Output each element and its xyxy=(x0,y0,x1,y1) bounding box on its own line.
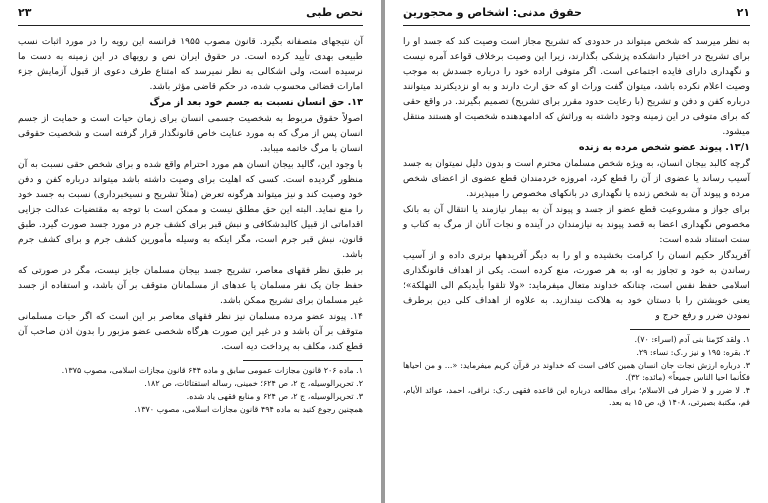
section-heading: ۱۳/۱. پیوند عضو شخص مرده به زنده xyxy=(578,142,750,153)
footnote: همچنین رجوع کنید به ماده ۴۹۴ قانون مجازات اسلامی، مصوب ۱۳۷۰. xyxy=(134,405,363,414)
header-rule xyxy=(403,25,750,26)
footnote: ۲. بقره: ۱۹۵ و نیز ر.ک: نساء: ۲۹. xyxy=(636,348,750,357)
paragraph: اصولاً حقوق مربوط به شخصیت جسمی انسان برای زمان حیات است و حمایت از جسم انسان پس از مرگ که به مورد عنایت خاص قانونگذار قرار گرفته است و شخصیت حقوقی انسان با مرگ خاتمه میبابد. xyxy=(18,113,363,154)
right-running-title: حقوق مدنی: اشخاص و محجورین xyxy=(403,6,582,19)
paragraph: آفریدگار حکیم انسان را کرامت بخشیده و او را به دیگر آفریدهها برتری داده و از آسیب رساندن به خود و تجاوز به او، به هر صورت، منع کرده است. یکی از اهداف قانونگذاری اسلامی حفظ نفس است، چنانکه خداوند متعال میفرماید: «ولا تلقوا بأیدیکم الی التهلکة»؛ یعنی خویشتن را با دستان خود به هلاکت نیندازید. به علاوه از اهداف کلی دین برطرف نمودن ضرر و رفع حرج و xyxy=(403,250,750,321)
right-page-number: ۲۱ xyxy=(736,6,750,19)
right-page-body xyxy=(403,34,750,410)
footnote: ۳. تحریرالوسیله، ج ۲، ص ۶۲۴ و منابع فقهی یاد شده. xyxy=(186,392,363,401)
right-page xyxy=(385,0,768,503)
paragraph: به نظر میرسد که شخص میتواند در حدودی که تشریح مجاز است وصیت کند که جسد او را برای تشریح در اختیار دانشکده پزشکی بگذارند، زیرا این وصیت برخلاف قواعد آمره نیست و نگهداری دارای فایده اجتماعی است. اگر متوفی اراده خود را درباره جسدش به موجب وصیت اعلام نکرده باشد، میتوان گفت وراث او که حق ارث دارند و به او نزدیکترند میتوانند درباره کفن و دفن و تشریح (با رعایت حدود مقرر برای تشریح) تصمیم بگیرند. در واقع حقی که برای متوفی در این زمینه وجود داشته به وراثش که ادامهدهنده شخصیت او هستند منتقل میشود. xyxy=(403,36,750,137)
left-page-number: ۲۳ xyxy=(18,6,32,19)
left-page-header xyxy=(18,6,363,22)
footnote-rule xyxy=(243,360,363,361)
paragraph: ۱۴. پیوند عضو مرده مسلمان نیز نظر فقهای معاصر بر این است که اگر حیات مسلمانی متوقف بر آن باشد و در غیر این صورت هرگاه شخصی عضو مزبور را بدون اذن صاحب آن قطع کند، مکلف به پرداخت دیه است. xyxy=(18,311,363,352)
footnote: ۳. درباره ارزش نجات جان انسان همین کافی است که خداوند در قرآن کریم میفرماید: «... و من احیاها فکأنما احیا الناس جمیعاً» (مائده: ۳۲). xyxy=(403,361,750,382)
footnote: ۱. ماده ۲۰۶ قانون مجازات عمومی سابق و ماده ۶۴۴ قانون مجازات اسلامی، مصوب ۱۳۷۵. xyxy=(61,366,363,375)
footnote: ۴. لا ضرر و لا ضرار فی الاسلام؛ برای مطالعه درباره این قاعده فقهی ر.ک: نراقی، احمد، عوائد الأیام، قم، مکتبة بصیرتی، ۱۴۰۸ ق، ص ۱۵ به بعد. xyxy=(403,386,750,407)
left-page-body xyxy=(18,34,363,417)
paragraph: بر طبق نظر فقهای معاصر، تشریح جسد بیجان مسلمان جایز نیست، مگر در صورتی که حفظ جان یک نفر مسلمان یا عدهای از مسلمانان متوقف بر آن باشد، و استفاده از جسد غیر مسلمان برای تشریح ممکن باشد. xyxy=(18,265,363,306)
header-rule xyxy=(18,25,363,26)
section-heading: ۱۳. حق انسان نسبت به جسم خود بعد از مرگ xyxy=(149,97,363,108)
footnote: ۱. ولقد کرّمنا بنی آدم (اسراء: ۷۰). xyxy=(634,335,750,344)
left-running-title: نحص طبی xyxy=(306,6,363,19)
paragraph: آن نتیجهای متصفانه بگیرد. قانون مصوب ۱۹۵۵ فرانسه این رویه را در مورد اثبات نسب طبیعی بهدی تأیید کرده است. در حقوق ایران نص و رویهای در این زمینه به دست ما نرسیده است، ولی اشکالی به نظر نمیرسد که امتناع طرف دعوی از قبول آزمایش جزء امارات قضائی محسوب شده، در حکم قاضی مؤثر باشد. xyxy=(18,36,363,92)
paragraph: برای جواز و مشروعیت قطع عضو از جسد و پیوند آن به بیمار نیازمند یا انتقال آن به بانک مخصوص نگهداری اعضا به قصد پیوند به نیازمندان در آینده و نجات آنان از مرگ به کتاب و سنت استناد شده است: xyxy=(403,204,750,245)
footnote: ۲. تحریرالوسیله، ج ۲، ص ۶۲۴؛ خمینی، رساله استفتائات، ص ۱۸۲. xyxy=(144,379,363,388)
paragraph: گرچه کالبد بیجان انسان، به ویژه شخص مسلمان محترم است و بدون دلیل نمیتوان به جسد آسیب رساند یا عضوی از آن را قطع کرد، امروزه خردمندان قطع عضوی از اعضای شخص مرده و پیوند آن به شخص زنده یا نگهداری در بانکهای مخصوص را میپذیرند. xyxy=(403,158,750,199)
footnote-rule xyxy=(630,329,750,330)
paragraph: با وجود این، گالید بیجان انسان هم مورد احترام واقع شده و برای شخص حقی نسبت به آن منظور گردیده است. کسی که اهلیت برای وصیت داشته باشد میتواند درباره کفن و دفن خود وصیت کند و نیز میتواند هرگونه تعرض (مثلاً تشریح و نسیخبرداری) نسبت به جسد خود را منع نماید. البته این حق مطلق نیست و ممکن است با توجه به مقتضیات عدالت جزایی اقداماتی از قبیل کالبدشکافی و نبش قبر برای کشف جرم در مورد جسد صورت گیرد. طبق قانون، نبش قبر جرم است، مگر اینکه به وسیله مأمورین کشف جرم و برای کشف جرم باشد. xyxy=(18,159,363,260)
left-page xyxy=(0,0,381,503)
right-page-header xyxy=(403,6,750,22)
